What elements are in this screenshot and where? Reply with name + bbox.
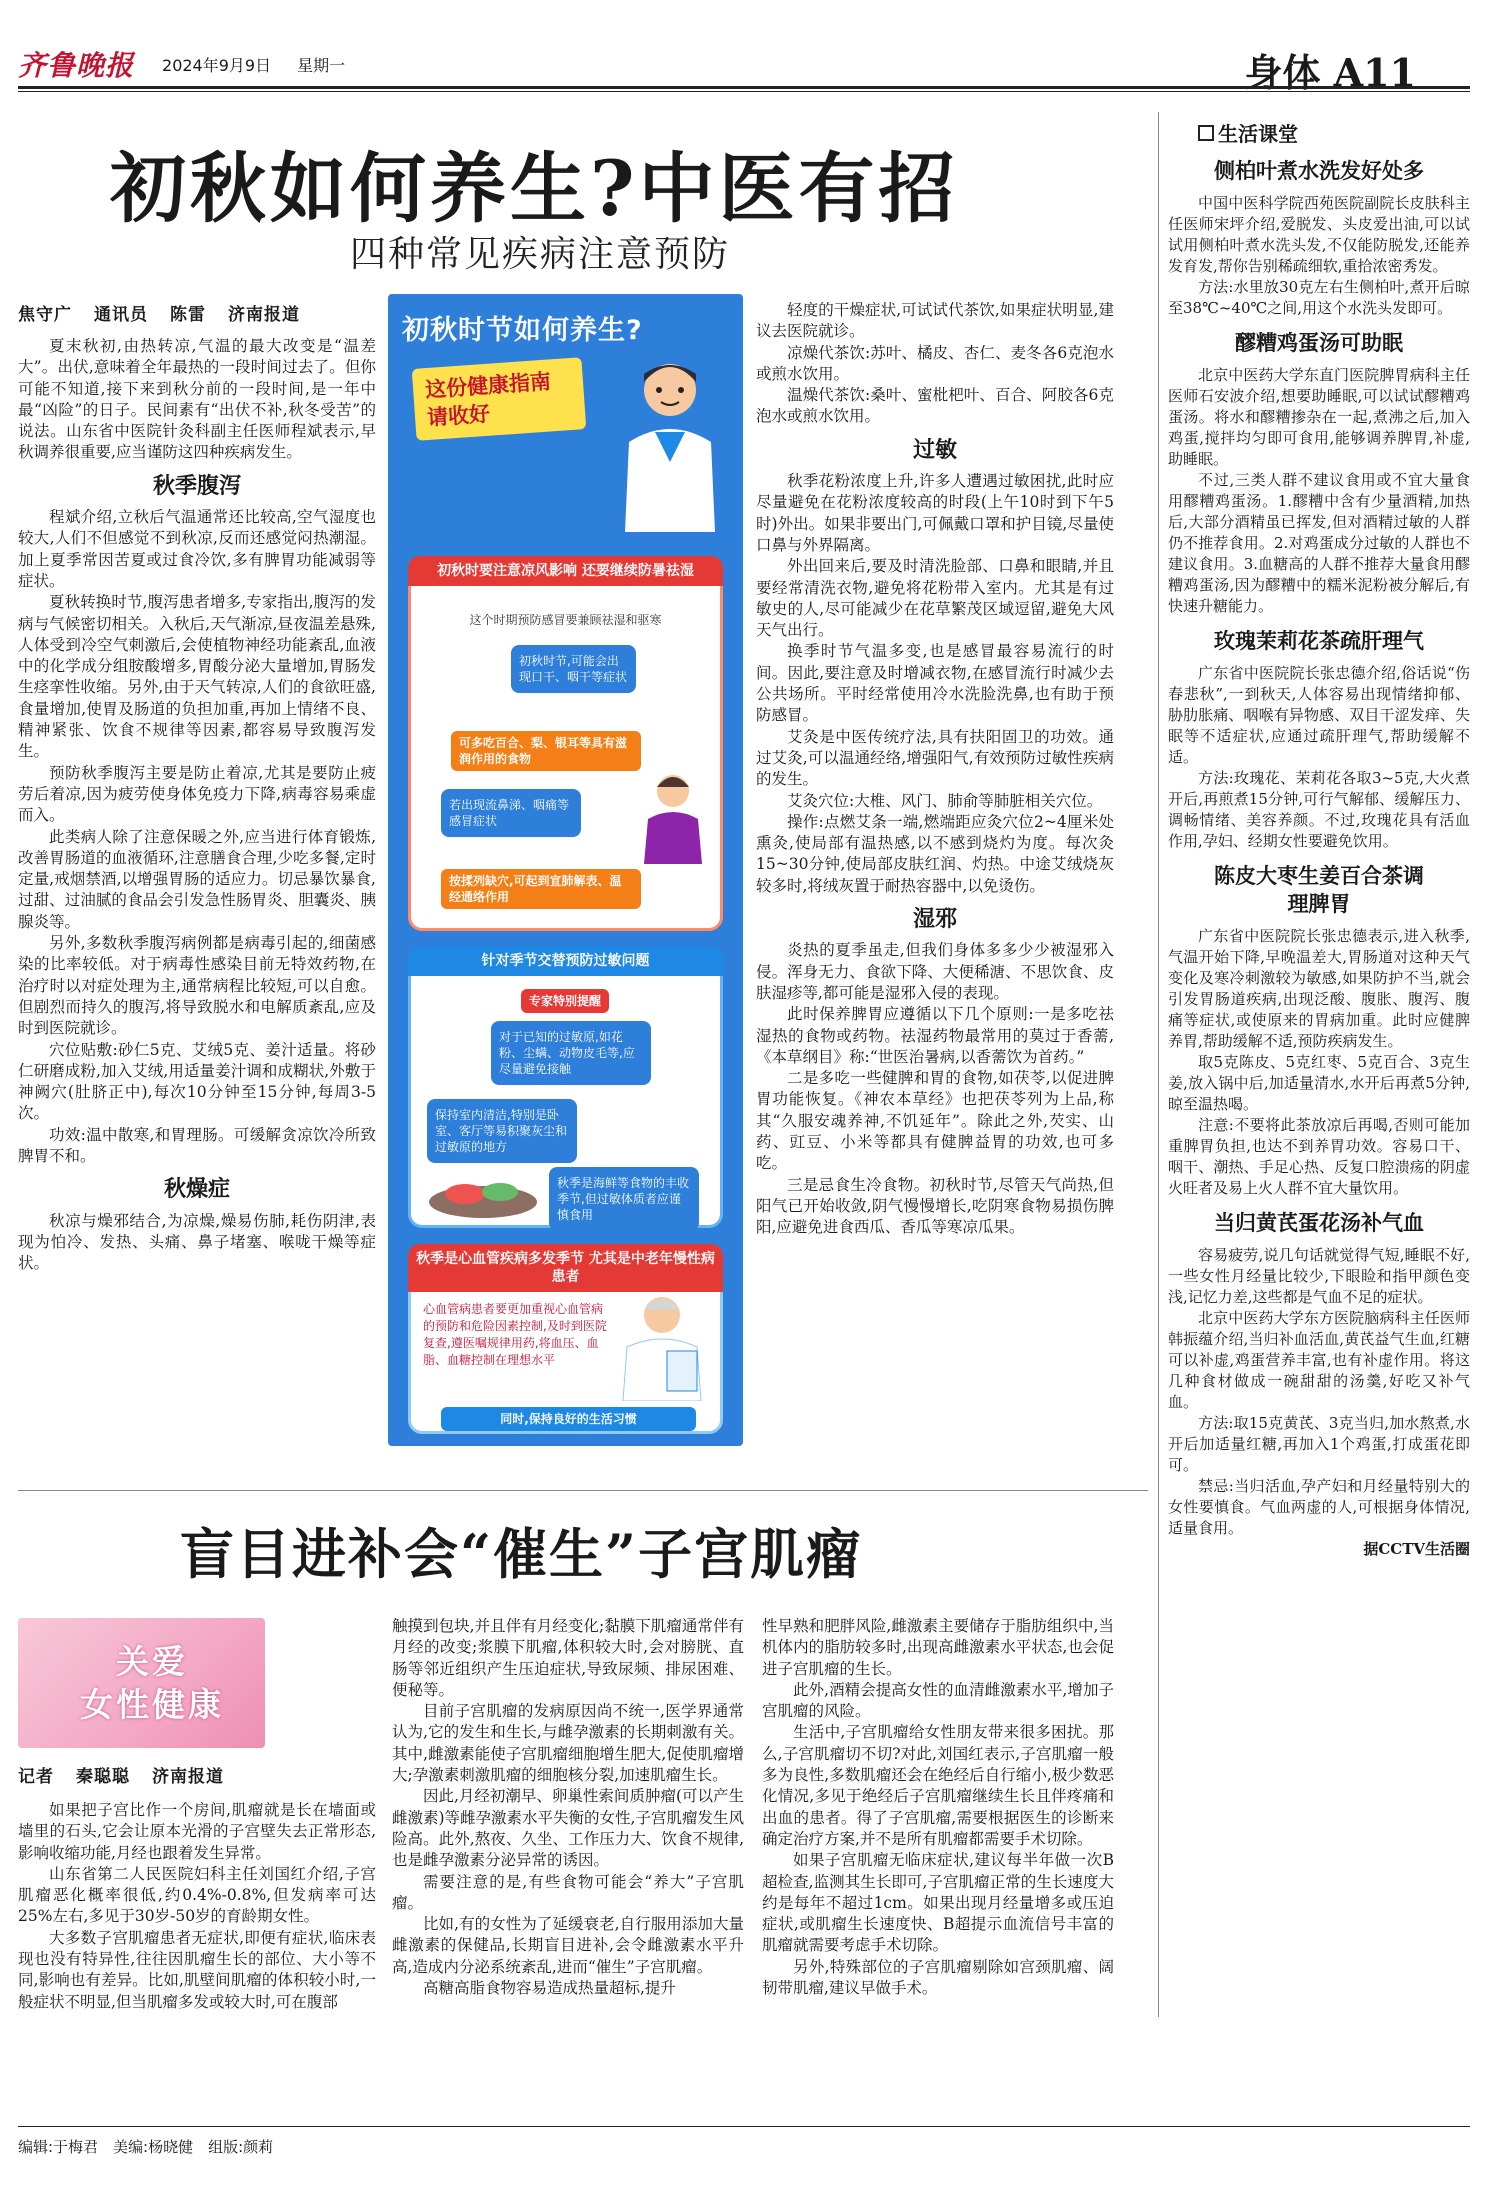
paragraph: 二是多吃一些健脾和胃的食物,如茯苓,以促进脾胃功能恢复。《神农本草经》也把茯苓列为上品,称其“久服安魂养神,不饥延年”。除此之外,芡实、山药、豇豆、小米等都具有健脾益胃的功效,也可多吃。: [756, 1069, 1114, 1173]
acupoint-tip: 按揉列缺穴,可起到宣肺解表、温经通络作用: [441, 869, 641, 909]
paragraph: 比如,有的女性为了延缓衰老,自行服用添加大量雌激素的保健品,长期盲目进补,会令雌激素水平升高,造成内分泌系统紊乱,进而“催生”子宫肌瘤。: [392, 1915, 744, 1976]
paragraph: 触摸到包块,并且伴有月经变化;黏膜下肌瘤通常伴有月经的改变;浆膜下肌瘤,体积较大时,会对膀胱、直肠等邻近组织产生压迫症状,导致尿频、排尿困难、便秘等。: [392, 1617, 744, 1699]
byline-location: 济南报道: [152, 1767, 224, 1787]
paragraph: 夏秋转换时节,腹泻患者增多,专家指出,腹泻的发病与气候密切相关。入秋后,天气渐凉,昼夜温差悬殊,人体受到冷空气刺激后,会使植物神经功能紊乱,血液中的化学成分组胺酸增多,胃酸分泌大量增加,胃肠发生痉挛性收缩。另外,由于天气转凉,人们的食欲旺盛,食量增加,使胃及肠道的负担加重,再加上情绪不良、精神紧张、饮食不规律等因素,都容易导致腹泻发生。: [18, 593, 376, 761]
allergy-bubble: 对于已知的过敏原,如花粉、尘螨、动物皮毛等,应尽量避免接触: [491, 1021, 651, 1085]
paragraph: 方法:水里放30克左右生侧柏叶,煮开后晾至38℃~40℃之间,用这个水洗头发即可。: [1168, 278, 1470, 317]
paragraph: 大多数子宫肌瘤患者无症状,即便有症状,临床表现也没有特异性,往往因肌瘤生长的部位、大小等不同,影响也有差异。比如,肌壁间肌瘤的体积较小时,一般症状不明显,但当肌瘤多发或较大时,可在腹部: [18, 1928, 376, 2011]
byline-reporter: 焦守广: [18, 305, 72, 325]
paragraph: 性早熟和肥胖风险,雌激素主要储存于脂肪组织中,当机体内的脂肪较多时,出现高雌激素水平状态,也会促进子宫肌瘤的生长。: [762, 1617, 1114, 1678]
paragraph: 北京中医药大学东直门医院脾胃病科主任医师石安波介绍,想要助睡眠,可以试试醪糟鸡蛋汤。将水和醪糟掺杂在一起,煮沸之后,加入鸡蛋,搅拌均匀即可食用,能够调养脾胃,补虚,助睡眠。: [1168, 366, 1470, 468]
paragraph: 如果把子宫比作一个房间,肌瘤就是长在墙面或墙里的石头,它会让原本光滑的子宫壁失去正常形态,影响收缩功能,月经也跟着发生异常。: [18, 1801, 376, 1862]
food-tip: 可多吃百合、梨、银耳等具有滋润作用的食物: [451, 731, 641, 771]
paragraph: 外出回来后,要及时清洗脸部、口鼻和眼睛,并且要经常清洗衣物,避免将花粉带入室内。尤其是有过敏史的人,尽可能减少在花草繁茂区域逗留,避免大风天气出行。: [756, 557, 1114, 640]
person-illustration: [638, 769, 708, 864]
paragraph: 中国中医科学院西苑医院副院长皮肤科主任医师宋坪介绍,爱脱发、头皮爱出油,可以试试用侧柏叶煮水洗头发,不仅能防脱发,还能养发育发,帮你告别稀疏细软,重拾浓密秀发。: [1168, 194, 1470, 275]
paragraph: 夏末秋初,由热转凉,气温的最大改变是“温差大”。出伏,意味着全年最热的一段时间过去了。但你可能不知道,接下来到秋分前的一段时间,是一年中最“凶险”的日子。民间素有“出伏不补,秋冬受苦”的说法。山东省中医院针灸科副主任医师程斌表示,早秋调养很重要,应当谨防这四种疾病发生。: [18, 337, 376, 462]
subheading-dampness: 湿邪: [912, 907, 957, 933]
byline-role: 记者: [18, 1767, 54, 1787]
paragraph: 北京中医药大学东方医院脑病科主任医师韩振蕴介绍,当归补血活血,黄芪益气生血,红糖可以补虚,鸡蛋营养丰富,也有补虚作用。将这几种食材做成一碗甜甜的汤羹,好吃又补气血。: [1168, 1309, 1470, 1411]
expert-tip-label: 专家特别提醒: [521, 989, 609, 1013]
issue-date: 2024年9月9日: [162, 55, 272, 75]
article2-byline: [18, 1762, 246, 1787]
infographic-ribbon: 这份健康指南请收好: [412, 357, 587, 441]
cleaning-bubble: 保持室内清洁,特别是卧室、客厅等易积聚灰尘和过敏原的地方: [427, 1099, 577, 1163]
cardio-advice: 心血管病患者要更加重视心血管病的预防和危险因素控制,及时到医院复查,遵医嘱规律用药,将血压、血脂、血糖控制在理想水平: [423, 1302, 607, 1367]
paragraph: 取5克陈皮、5克红枣、5克百合、3克生姜,放入锅中后,加适量清水,水开后再煮5分钟,晾至温热喝。: [1168, 1053, 1470, 1113]
box-heading: 初秋时要注意凉风影响 还要继续防暑祛湿: [408, 556, 723, 586]
paragraph: 炎热的夏季虽走,但我们身体多多少少被湿邪入侵。浑身无力、食欲下降、大便稀溏、不思饮食、皮肤湿疹等,都可能是湿邪入侵的表现。: [756, 941, 1114, 1002]
paragraph: 禁忌:当归活血,孕产妇和月经量特别大的女性要慎食。气血两虚的人,可根据身体情况,适量食用。: [1168, 1477, 1470, 1537]
doctor-illustration: [615, 352, 725, 532]
paragraph: 操作:点燃艾条一端,燃端距应灸穴位2~4厘米处熏灸,使局部有温热感,以不感到烧灼为度。每次灸15~30分钟,使局部皮肤红润、灼热。中途艾绒烧灰较多时,将绒灰置于耐热容器中,以免烫伤。: [756, 812, 1114, 895]
infographic-title: 初秋时节如何养生?: [402, 315, 643, 346]
paragraph: 如果子宫肌瘤无临床症状,建议每半年做一次B超检查,监测其生长即可,子宫肌瘤正常的生长速度大约是每年不超过1cm。如果出现月经量增多或压迫症状,或肌瘤生长速度快、B超提示血流信号丰富的肌瘤就需要考虑手术切除。: [762, 1851, 1114, 1955]
paragraph: 注意:不要将此茶放凉后再喝,否则可能加重脾胃负担,也达不到养胃功效。容易口干、咽干、潮热、手足心热、反复口腔溃疡的阴虚火旺者及易上火人群不宜大量饮用。: [1168, 1116, 1470, 1197]
sidebar-life-class: [1168, 118, 1470, 1560]
header-rule: [18, 86, 1470, 89]
sidebar-source: 据CCTV生活圈: [1363, 1540, 1470, 1558]
tag-line2: 女性健康: [80, 1685, 224, 1724]
seafood-bubble: 秋季是海鲜等食物的丰收季节,但过敏体质者应谨慎食用: [549, 1167, 699, 1231]
box-heading: 秋季是心血管疾病多发季节 尤其是中老年慢性病患者: [408, 1244, 723, 1292]
paragraph: 预防秋季腹泻主要是防止着凉,尤其是要防止疲劳后着凉,因为疲劳使身体免疫力下降,病毒容易乘虚而入。: [18, 763, 376, 825]
paragraph: 另外,特殊部位的子宫肌瘤剔除如宫颈肌瘤、阔韧带肌瘤,建议早做手术。: [762, 1957, 1114, 1998]
paragraph: 山东省第二人民医院妇科主任刘国红介绍,子宫肌瘤恶化概率很低,约0.4%-0.8%,但发病率可达25%左右,多见于30岁-50岁的育龄期女性。: [18, 1864, 376, 1926]
womens-health-tag-text: [80, 1640, 224, 1726]
paragraph: 程斌介绍,立秋后气温通常还比较高,空气湿度也较大,人们不但感觉不到秋凉,反而还感觉闷热潮湿。加上夏季常因苦夏或过食冷饮,多有脾胃功能减弱等症状。: [18, 508, 376, 590]
paragraph: 凉燥代茶饮:苏叶、橘皮、杏仁、麦冬各6克泡水或煎水饮用。: [756, 343, 1114, 383]
byline-reporter: 秦聪聪: [76, 1767, 130, 1787]
paragraph: 功效:温中散寒,和胃理肠。可缓解贪凉饮冷所致脾胃不和。: [18, 1125, 376, 1165]
masthead: [18, 48, 1470, 95]
paragraph: 艾灸穴位:大椎、风门、肺俞等肺脏相关穴位。: [787, 791, 1103, 810]
senior-doctor-illustration: [615, 1291, 710, 1401]
paragraph: 方法:取15克黄芪、3克当归,加水熬煮,水开后加适量红糖,再加入1个鸡蛋,打成蛋花即可。: [1168, 1414, 1470, 1474]
byline-location: 济南报道: [228, 305, 300, 325]
paragraph: 因此,月经初潮早、卵巢性索间质肿瘤(可以产生雌激素)等雌孕激素水平失衡的女性,子宫肌瘤发生风险高。此外,熬夜、久坐、工作压力大、饮食不规律,也是雌孕激素分泌异常的诱因。: [392, 1787, 744, 1870]
infographic-box-cardio: [408, 1244, 723, 1434]
sidebar-heading: [1198, 118, 1470, 147]
paragraph: 另外,多数秋季腹泻病例都是病毒引起的,细菌感染的比率较低。对于病毒性感染目前无特效药物,在治疗时以对症处理为主,通常病程比较短,可以自愈。但剧烈而持久的腹泻,将导致脱水和电解质紊乱,应及时到医院就诊。: [18, 934, 376, 1038]
paragraph: 不过,三类人群不建议食用或不宜大量食用醪糟鸡蛋汤。1.醪糟中含有少量酒精,加热后,大部分酒精虽已挥发,但对酒精过敏的人群仍不推荐食用。2.对鸡蛋成分过敏的人群也不建议食用。3.血糖高的人群不推荐大量食用醪糟鸡蛋汤,因为醪糟中的糯米泥粉被分解后,有快速升糖能力。: [1168, 471, 1470, 615]
paragraph: 广东省中医院院长张忠德介绍,俗话说“伤春悲秋”,一到秋天,人体容易出现情绪抑郁、胁肋胀痛、咽喉有异物感、双目干涩发痒、失眠等不适症状,应通过疏肝理气,帮助缓解不适。: [1168, 664, 1470, 766]
paragraph: 容易疲劳,说几句话就觉得气短,睡眠不好,一些女性月经量比较少,下眼睑和指甲颜色变浅,记忆力差,这些都是气血不足的症状。: [1168, 1246, 1470, 1306]
section-label: 身体 A11: [1244, 50, 1416, 95]
sidebar-item-title: 陈皮大枣生姜百合茶调理脾胃: [1214, 864, 1424, 916]
paragraph: 三是忌食生冷食物。初秋时节,尽管天气尚热,但阳气已开始收敛,阴气慢慢增长,吃阴寒食物易损伤脾阳,应避免进食西瓜、香瓜等寒凉瓜果。: [756, 1175, 1114, 1237]
paragraph: 需要注意的是,有些食物可能会“养大”子宫肌瘤。: [392, 1872, 744, 1912]
paragraph: 温燥代茶饮:桑叶、蜜枇杷叶、百合、阿胶各6克泡水或煎水饮用。: [756, 386, 1114, 426]
footer-rule: [18, 2126, 1470, 2127]
article-divider: [18, 1490, 1148, 1491]
subheading-dryness: 秋燥症: [163, 1177, 230, 1203]
sidebar-item-title: 醪糟鸡蛋汤可助眠: [1235, 331, 1403, 355]
paragraph: 此外,酒精会提高女性的血清雌激素水平,增加子宫肌瘤的风险。: [762, 1680, 1114, 1721]
byline-correspondent: 陈雷: [170, 305, 206, 325]
infographic-box-allergy: [408, 946, 723, 1228]
paragraph: 换季时节气温多变,也是感冒最容易流行的时间。因此,要注意及时增减衣物,在感冒流行时减少去公共场所。平时经常使用冷水洗脸洗鼻,也有助于预防感冒。: [756, 642, 1114, 725]
newspaper-logo: 齐鲁晚报: [18, 49, 135, 82]
article1-column1: [18, 336, 376, 1274]
byline-role: 通讯员: [94, 305, 148, 325]
symptom-bubble: 初秋时节,可能会出现口干、咽干等症状: [511, 645, 636, 693]
header-rule-thin: [18, 91, 1470, 92]
cold-symptom-bubble: 若出现流鼻涕、咽痛等感冒症状: [441, 789, 581, 837]
article1-byline: [18, 300, 322, 325]
article1-headline: 初秋如何养生?中医有招: [110, 144, 959, 233]
box-lead: 这个时期预防感冒要兼顾祛湿和驱寒: [469, 613, 662, 627]
tag-line1: 关爱: [116, 1642, 188, 1681]
footer-credits: 编辑:于梅君 美编:杨晓健 组版:颜莉: [18, 2138, 274, 2156]
paragraph: 艾灸是中医传统疗法,具有扶阳固卫的功效。通过艾灸,可以温通经络,增强阳气,有效预防过敏性疾病的发生。: [756, 727, 1114, 789]
lifestyle-tip: 同时,保持良好的生活习惯: [441, 1407, 696, 1431]
sidebar-item-title: 玫瑰茉莉花茶疏肝理气: [1214, 629, 1424, 653]
paragraph: 方法:玫瑰花、茉莉花各取3~5克,大火煮开后,再煎煮15分钟,可行气解郁、缓解压力、调畅情绪、美容养颜。不过,玫瑰花具有活血作用,孕妇、经期女性要避免饮用。: [1168, 769, 1470, 850]
article1-subhead: 四种常见疾病注意预防: [350, 234, 731, 275]
paragraph: 生活中,子宫肌瘤给女性朋友带来很多困扰。那么,子宫肌瘤切不切?对此,刘国红表示,子宫肌瘤一般多为良性,多数肌瘤还会在绝经后自行缩小,极少数恶化情况,多见于绝经后子宫肌瘤继续生长且伴疼痛和出血的患者。得了子宫肌瘤,需要根据医生的诊断来确定治疗方案,并不是所有肌瘤都需要手术切除。: [762, 1723, 1114, 1848]
paragraph: 此类病人除了注意保暖之外,应当进行体育锻炼,改善胃肠道的血液循环,注意膳食合理,少吃多餐,定时定量,戒烟禁酒,以增强胃肠的适应力。切忌暴饮暴食,过甜、过油腻的食品会引发急性肠胃炎、胆囊炎、胰腺炎等。: [18, 827, 376, 931]
paragraph: 目前子宫肌瘤的发病原因尚不统一,医学界通常认为,它的发生和生长,与雌孕激素的长期刺激有关。其中,雌激素能使子宫肌瘤细胞增生肥大,促使肌瘤增大;孕激素刺激肌瘤的细胞核分裂,加速肌瘤生长。: [392, 1702, 744, 1785]
sidebar-item-title: 侧柏叶煮水洗发好处多: [1214, 159, 1424, 183]
sidebar-body: [1168, 157, 1470, 1560]
seafood-illustration: [425, 1164, 540, 1219]
box-heading: 针对季节交替预防过敏问题: [408, 946, 723, 976]
article2-column1: [18, 1800, 376, 2013]
infographic-box-autumn-wind: [408, 556, 723, 931]
square-icon: [1198, 125, 1214, 141]
subheading-diarrhea: 秋季腹泻: [152, 473, 241, 499]
paragraph: 高糖高脂食物容易造成热量超标,提升: [423, 1979, 676, 1998]
paragraph: 秋季花粉浓度上升,许多人遭遇过敏困扰,此时应尽量避免在花粉浓度较高的时段(上午10时到下午5时)外出。如果非要出门,可佩戴口罩和护目镜,尽量使口鼻与外界隔离。: [756, 472, 1114, 554]
article2-headline: 盲目进补会“催生”子宫肌瘤: [180, 1522, 863, 1586]
health-infographic: [388, 294, 743, 1446]
paragraph: 广东省中医院院长张忠德表示,进入秋季,气温开始下降,早晚温差大,胃肠道对这种天气变化及寒冷刺激较为敏感,如果防护不当,就会引发胃肠道疾病,出现泛酸、腹胀、腹泻、腹痛等症状,或使原来的胃病加重。此时应健脾养胃,帮助缓解不适,预防疾病发生。: [1168, 927, 1470, 1050]
article1-column3: [756, 300, 1114, 1238]
subheading-allergy: 过敏: [912, 437, 957, 463]
paragraph: 穴位贴敷:砂仁5克、艾绒5克、姜汁适量。将砂仁研磨成粉,加入艾绒,用适量姜汁调和成糊状,外敷于神阙穴(肚脐正中),每次10分钟至15分钟,每周3-5次。: [18, 1040, 376, 1123]
article2-column3: [762, 1616, 1114, 1999]
paragraph: 此时保养脾胃应遵循以下几个原则:一是多吃祛湿热的食物或药物。祛湿药物最常用的莫过于香薷,《本草纲目》称:“世医治暑病,以香薷饮为首药。”: [756, 1005, 1114, 1066]
sidebar-item-title: 当归黄芪蛋花汤补气血: [1214, 1211, 1424, 1235]
sidebar-divider: [1158, 112, 1159, 2017]
issue-weekday: 星期一: [297, 55, 346, 75]
article2-column2: [392, 1616, 744, 1999]
paragraph: 轻度的干燥症状,可试试代茶饮,如果症状明显,建议去医院就诊。: [756, 301, 1114, 341]
womens-health-tag: [18, 1618, 265, 1748]
sidebar-heading-text: 生活课堂: [1218, 122, 1298, 146]
paragraph: 秋凉与燥邪结合,为凉燥,燥易伤肺,耗伤阴津,表现为怕冷、发热、头痛、鼻子堵塞、喉咙干燥等症状。: [18, 1211, 376, 1273]
